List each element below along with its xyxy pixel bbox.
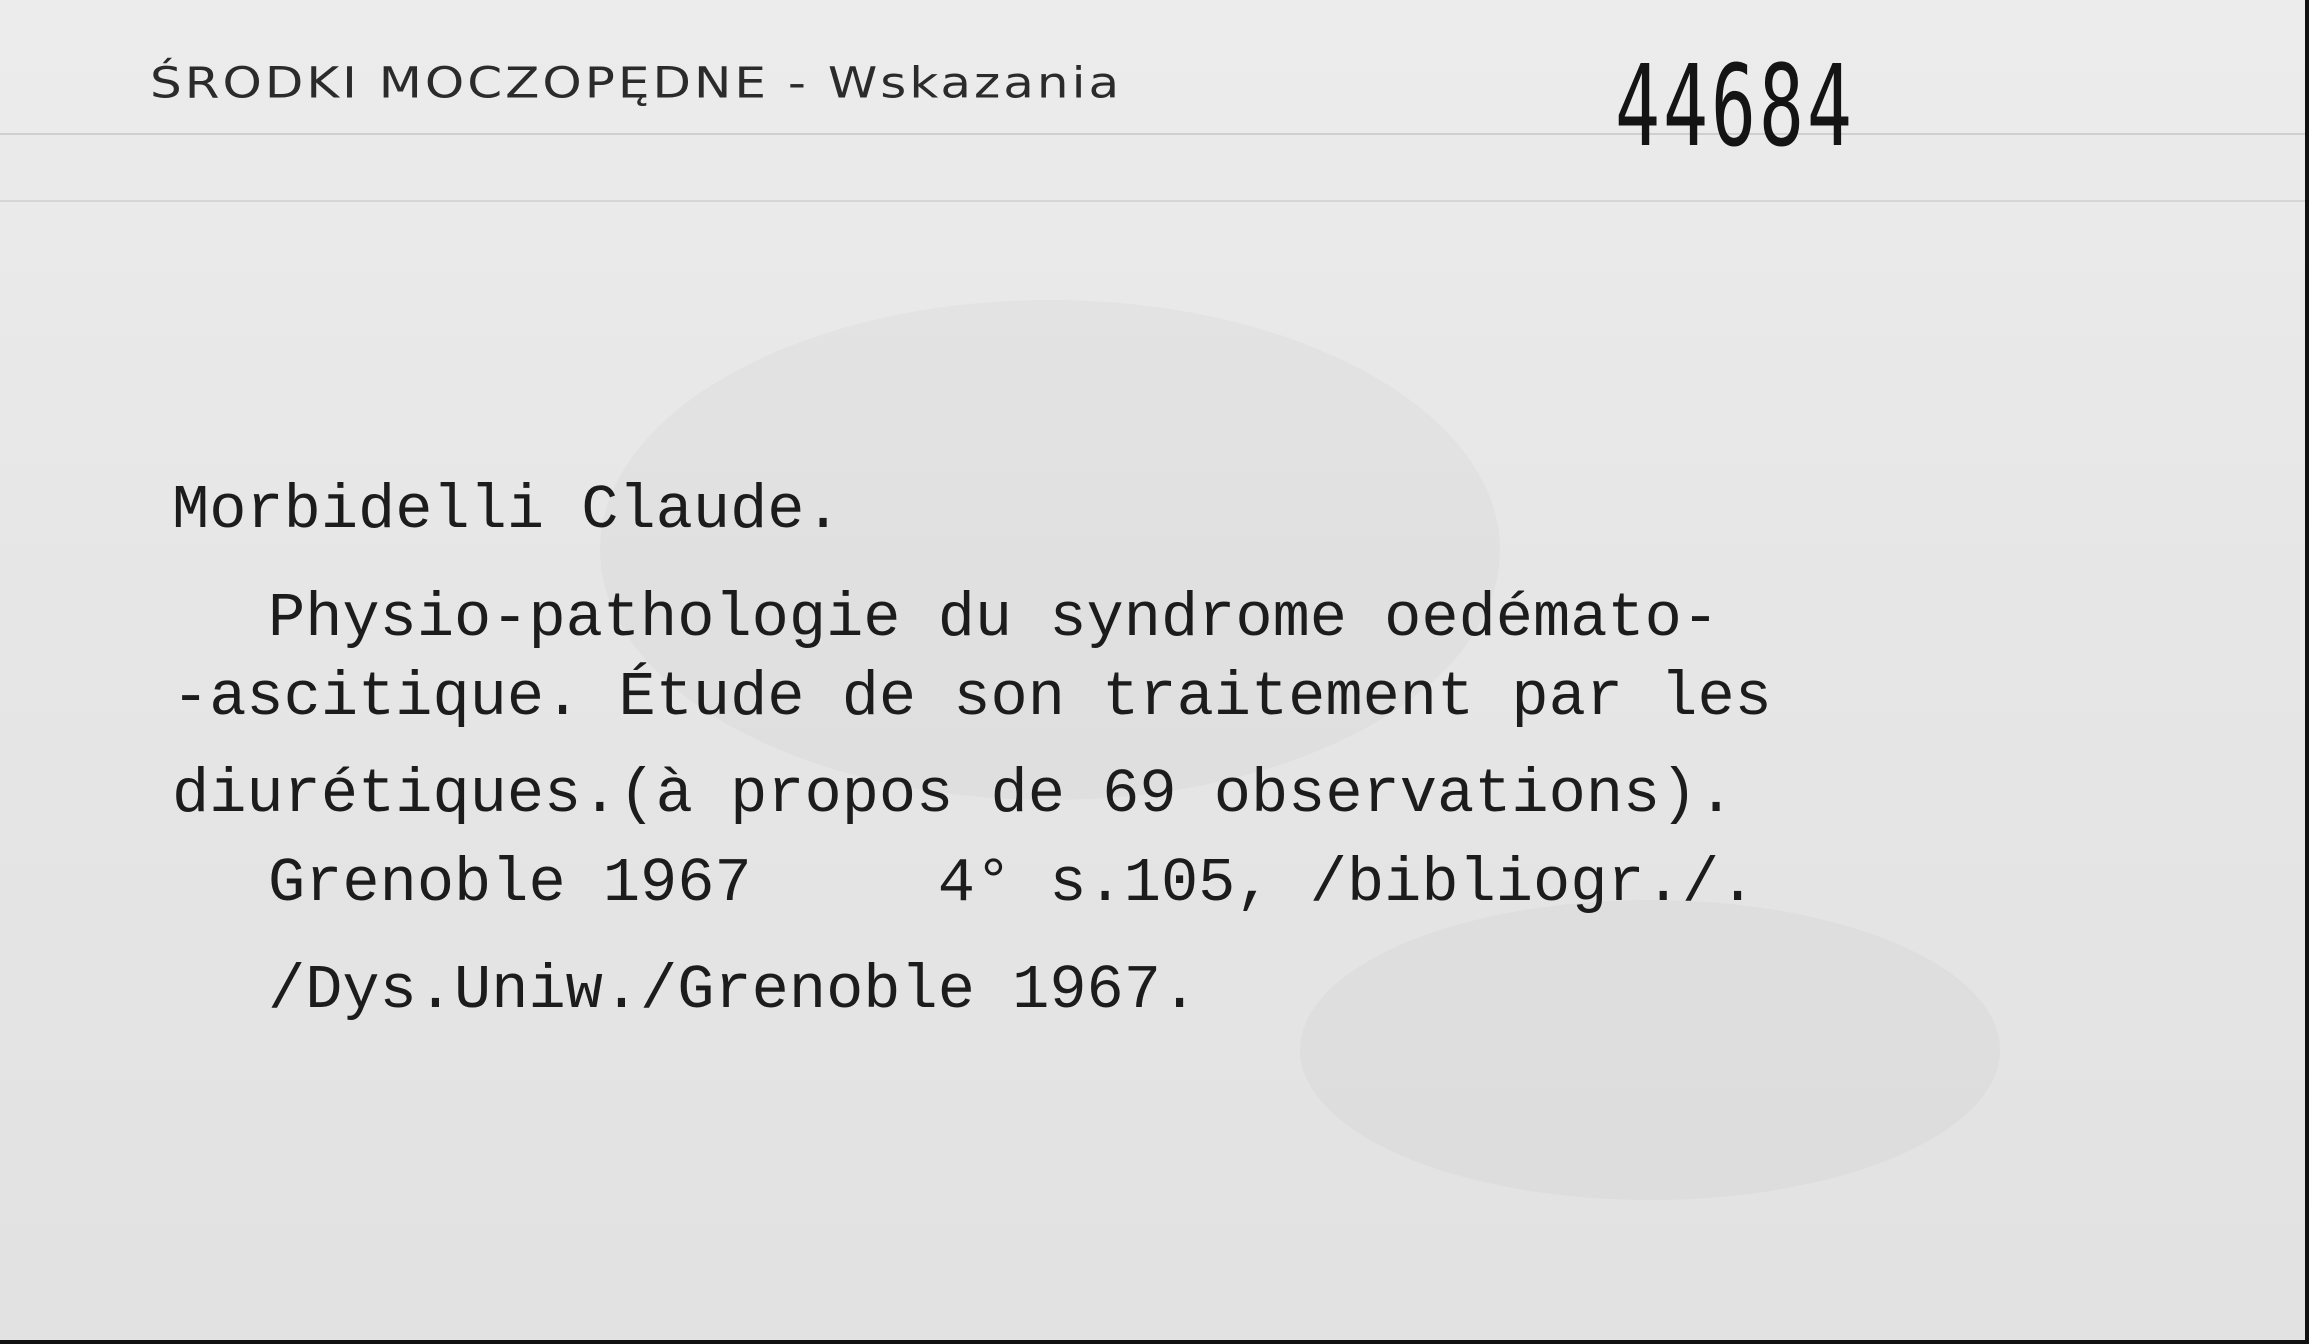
title-line-2: -ascitique. Étude de son traitement par les xyxy=(172,662,1772,733)
imprint-line: Grenoble 1967 4° s.105, /bibliogr./. xyxy=(268,848,1757,919)
author-line: Morbidelli Claude. xyxy=(172,475,842,546)
dissertation-note: /Dys.Uniw./Grenoble 1967. xyxy=(268,955,1199,1026)
paper-stain xyxy=(1300,900,2000,1200)
call-number: 44684 xyxy=(1615,40,1855,172)
title-line-1: Physio-pathologie du syndrome oedémato- xyxy=(268,583,1720,654)
header-rule-secondary xyxy=(0,200,2305,202)
title-line-3: diurétiques.(à propos de 69 observations). xyxy=(172,759,1735,830)
subject-heading: ŚRODKI MOCZOPĘDNE - Wskazania xyxy=(150,58,1123,108)
header-rule xyxy=(0,133,2305,135)
